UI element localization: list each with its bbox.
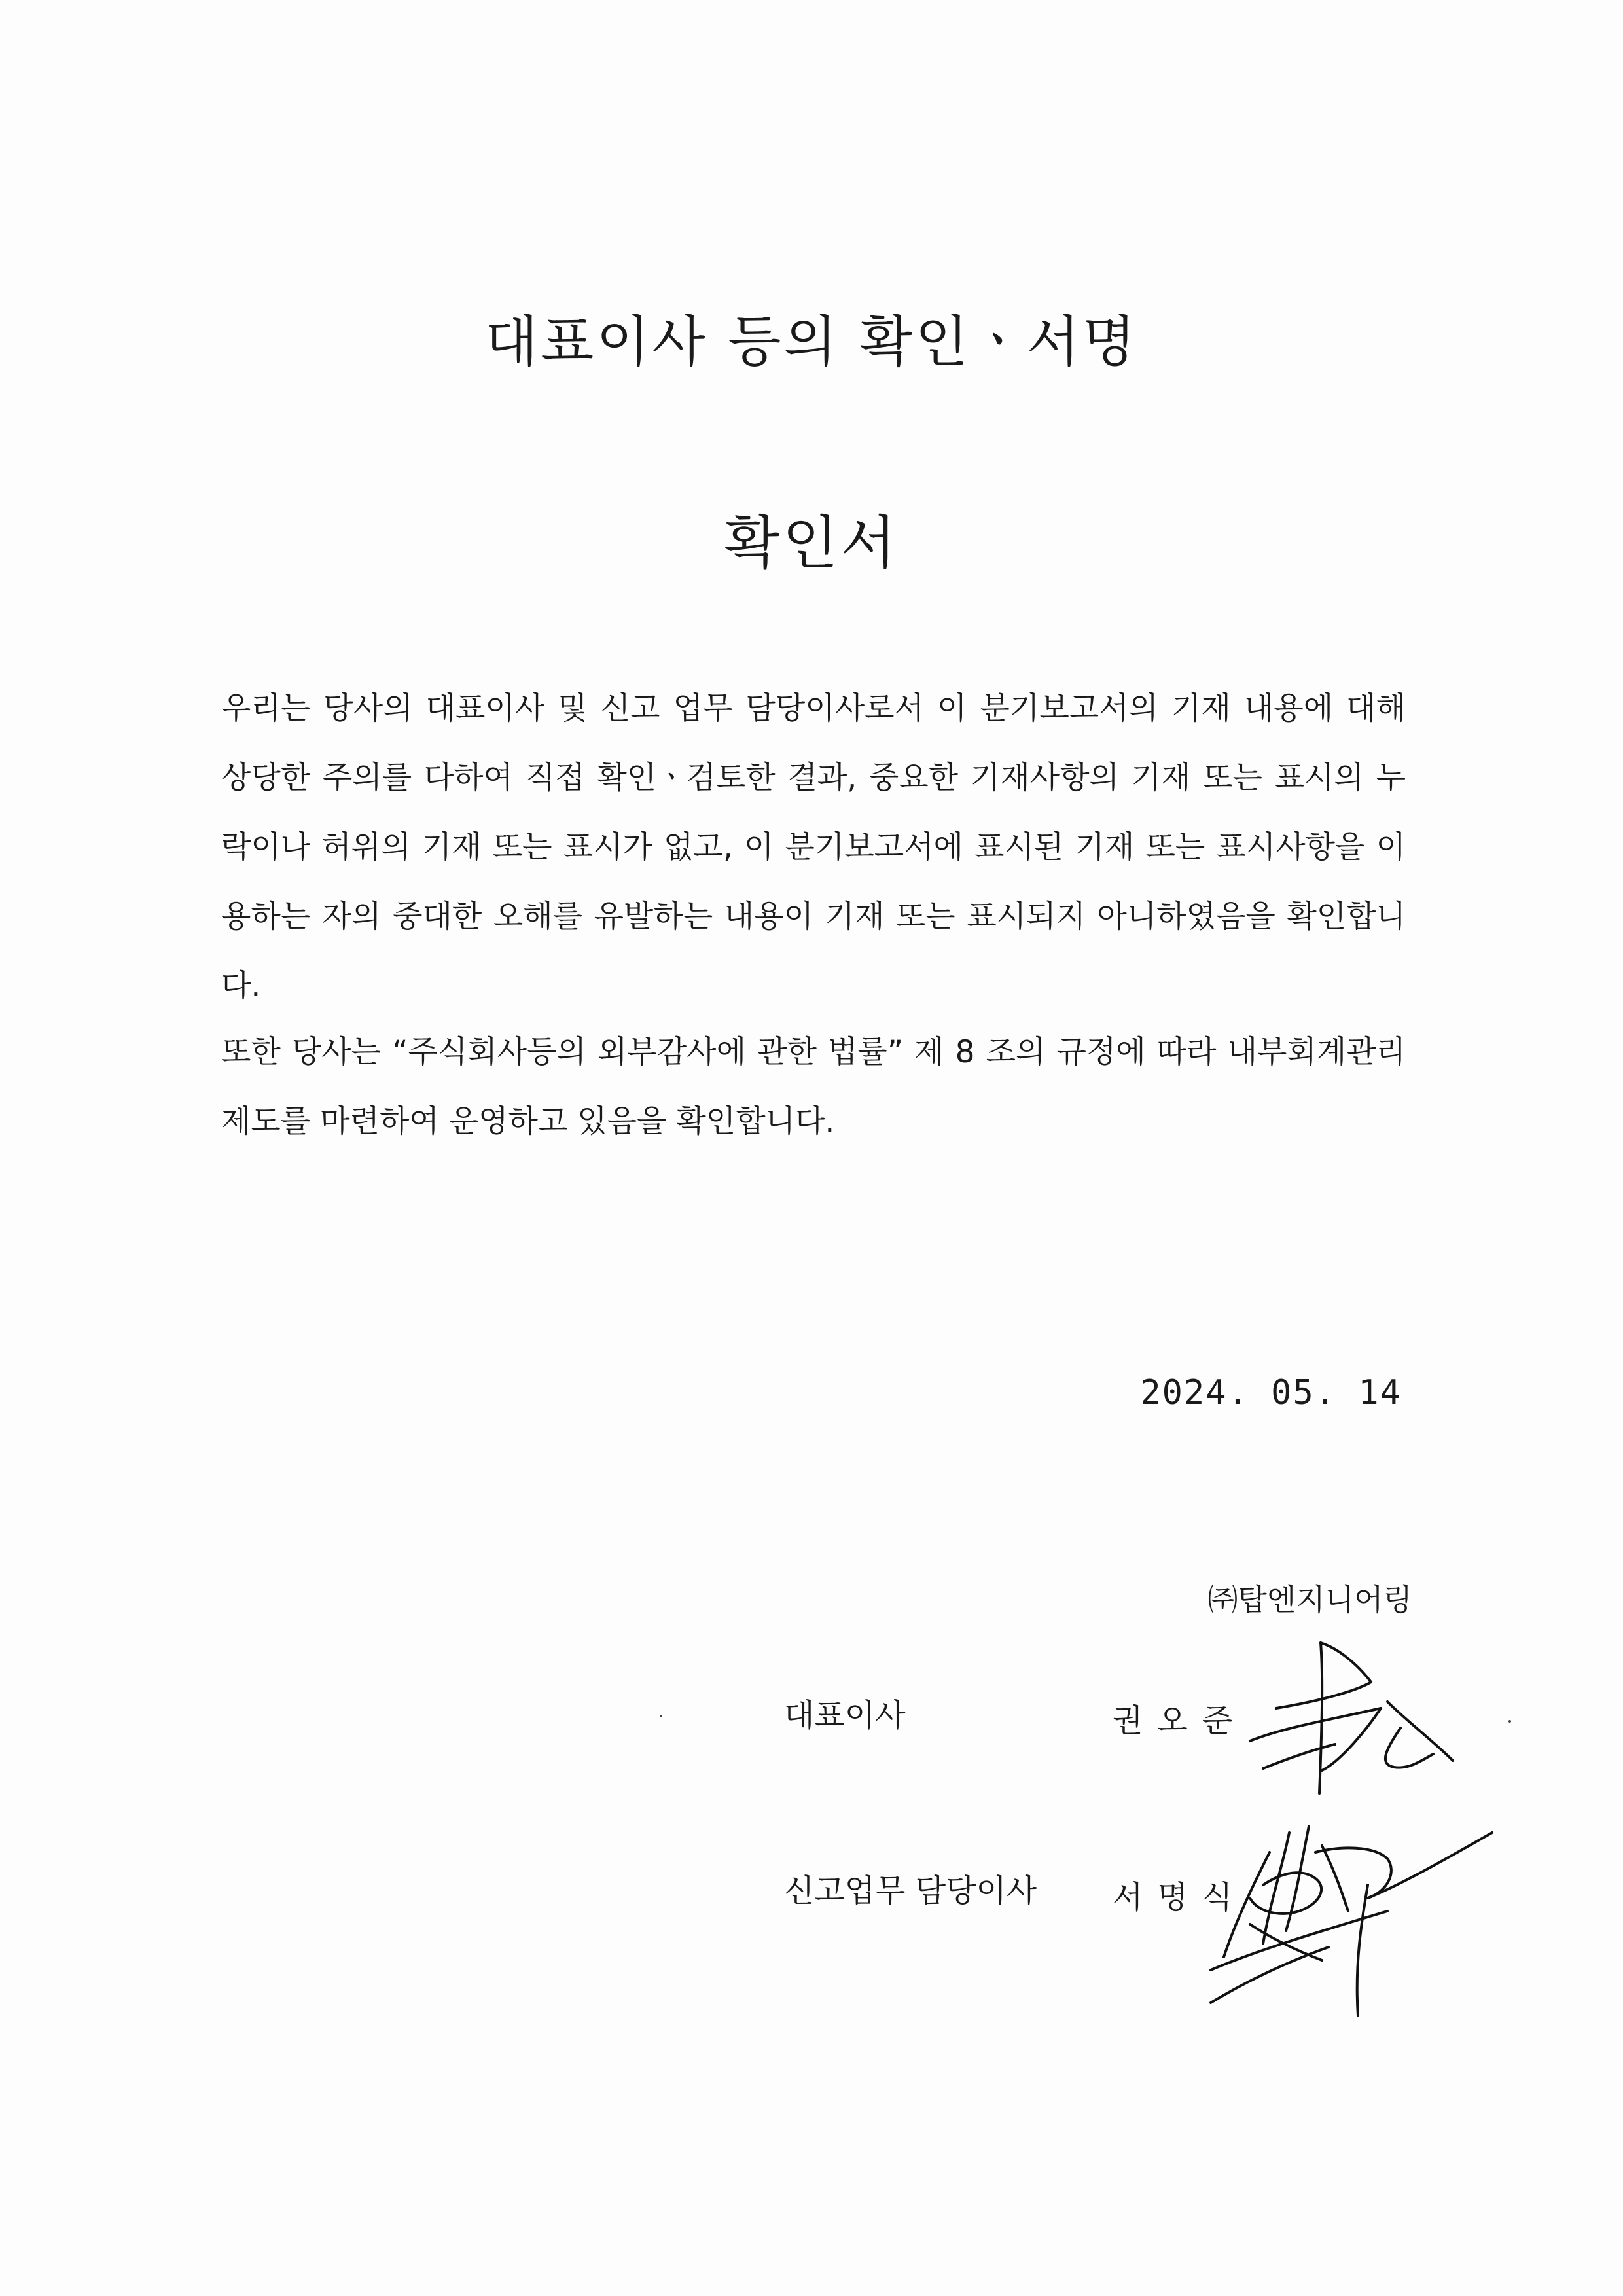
document-title: 대표이사 등의 확인ㆍ서명 <box>485 310 1138 374</box>
reporting-officer-role-label: 신고업무 담당이사 <box>784 1873 1037 1909</box>
internal-control-paragraph: 또한 당사는 “주식회사등의 외부감사에 관한 법률” 제 8 조의 규정에 따라 내부회계관리제도를 마련하여 운영하고 있음을 확인합니다. <box>221 1034 1406 1139</box>
company-name: ㈜탑엔지니어링 <box>1207 1582 1412 1617</box>
confirmation-paragraph: 우리는 당사의 대표이사 및 신고 업무 담당이사로서 이 분기보고서의 기재 내용에 대해 상당한 주의를 다하여 직접 확인ㆍ검토한 결과, 중요한 기재사항의 기재 또는 표시의 누락이나 허위의 기재 또는 표시가 없고, 이 분기보고서에 표시된 기재 또는 표시사항을 이용하는 자의 중대한 오해를 유발하는 내용이 기재 또는 표시되지 아니하였음을 확인합니다. <box>221 691 1406 1004</box>
document-subtitle: 확인서 <box>724 509 899 577</box>
scan-speck <box>660 1715 662 1717</box>
reporting-officer-name: 서명식 <box>1113 1879 1247 1916</box>
document-date: 2024. 05. 14 <box>1140 1373 1402 1412</box>
ceo-name: 권오준 <box>1113 1702 1247 1739</box>
ceo-role-label: 대표이사 <box>784 1697 906 1734</box>
ceo-signature <box>1237 1630 1472 1806</box>
scan-speck <box>1508 1720 1511 1723</box>
